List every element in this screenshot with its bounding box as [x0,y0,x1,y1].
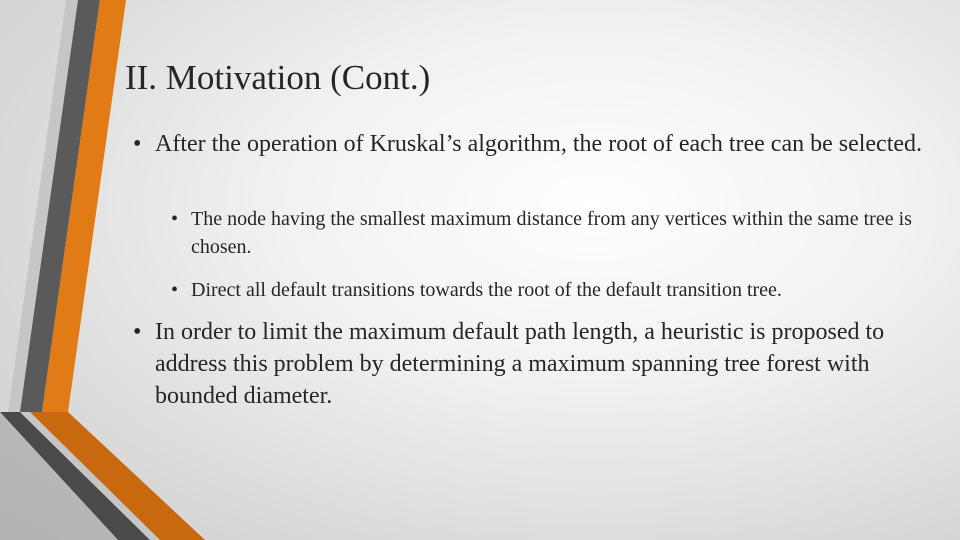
bullet-text: In order to limit the maximum default path length, a heuristic is proposed to address this problem by determining a maximum spanning tree forest with bounded diameter. [155,319,885,409]
bullet-text: The node having the smallest maximum distance from any vertices within the same tree is chosen. [191,208,912,258]
bullet-item [133,316,935,412]
sub-bullet-item [171,276,931,304]
bullet-text: After the operation of Kruskal’s algorithm, the root of each tree can be selected. [155,131,923,157]
bullet-glyph: • [133,131,142,157]
bullet-item [133,128,935,160]
bullet-glyph: • [171,279,179,301]
bullet-glyph: • [133,319,142,345]
sub-bullet-item [171,205,931,261]
bullet-text: Direct all default transitions towards the root of the default transition tree. [191,279,782,301]
slide-title: II. Motivation (Cont.) [125,58,431,97]
bullet-glyph: • [171,208,179,230]
